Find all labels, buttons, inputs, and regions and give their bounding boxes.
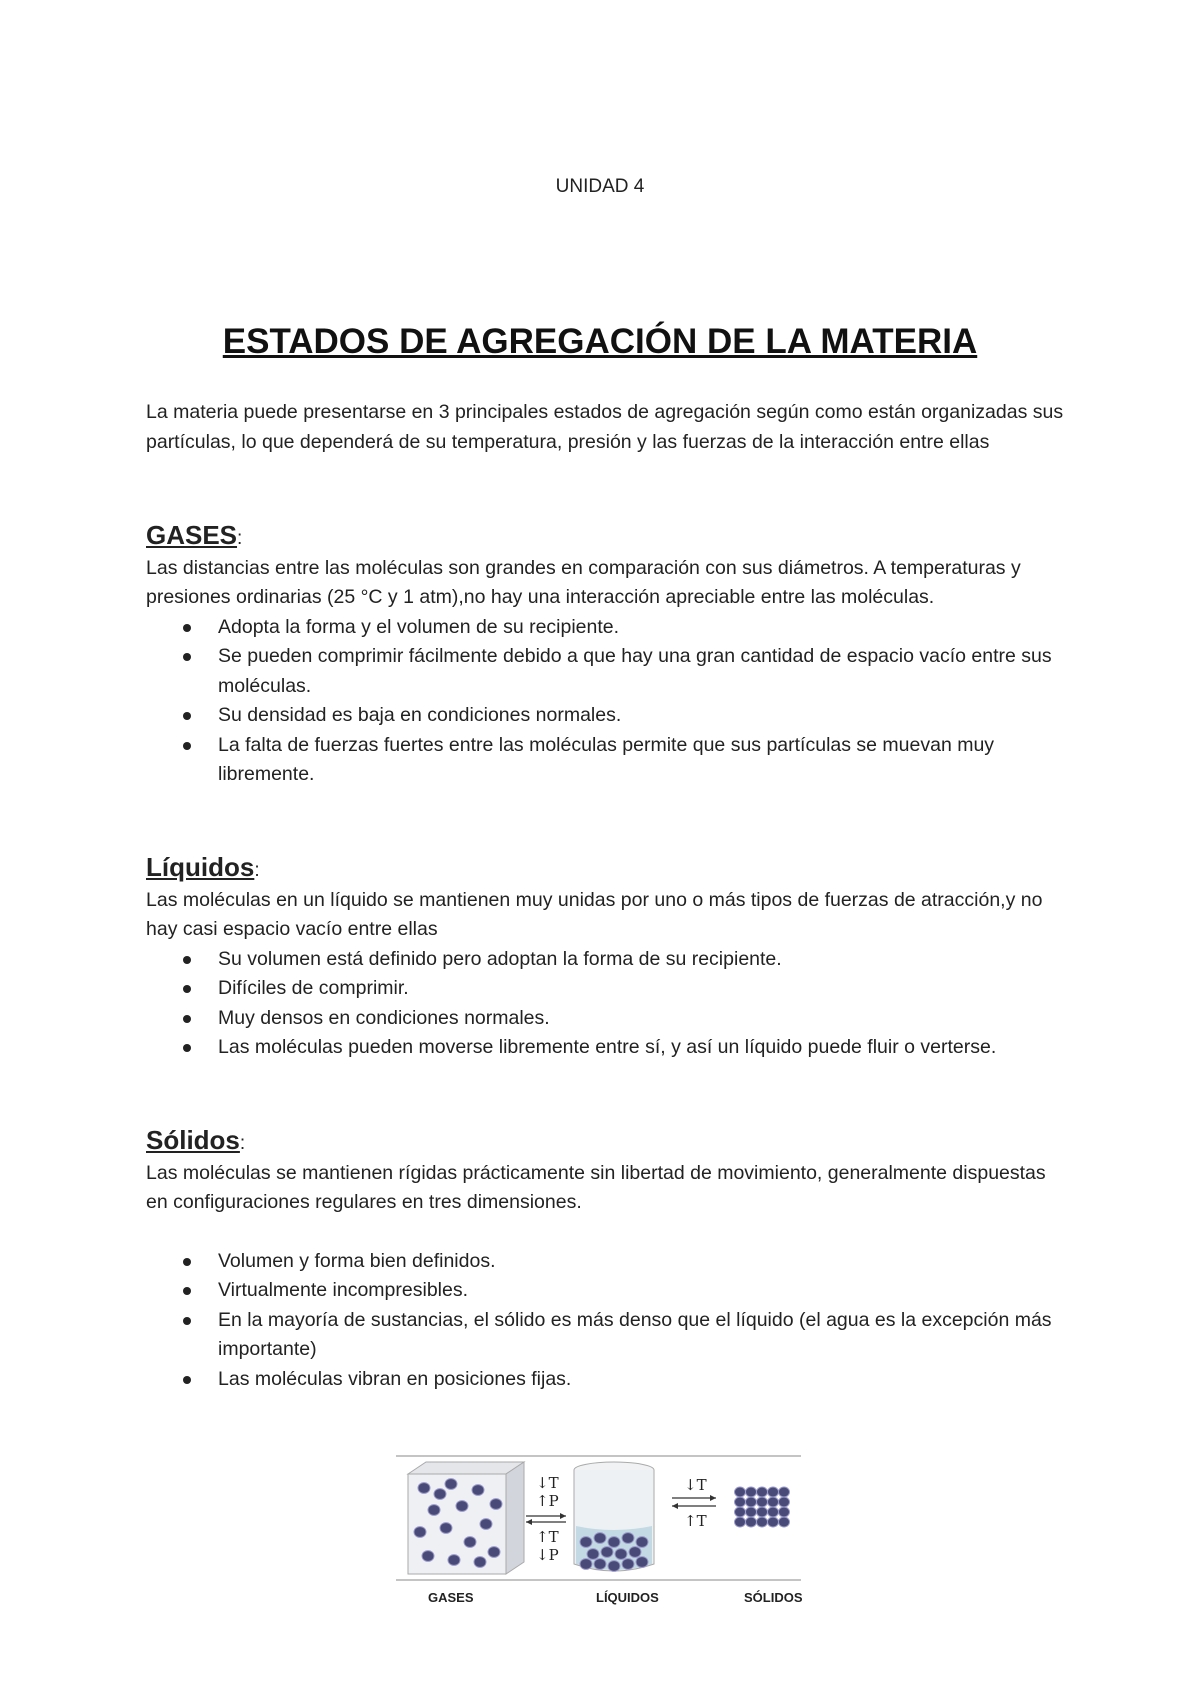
list-item — [146, 1276, 1066, 1306]
list-item-text: En la mayoría de sustancias, el sólido es más denso que el líquido (el agua es la excepción más importante) — [218, 1308, 1052, 1360]
section-heading-gases — [146, 518, 1066, 554]
section-liquidos — [146, 850, 1066, 1063]
list-item — [146, 1033, 1066, 1063]
liquid-particle — [615, 1549, 627, 1560]
solidos-text: Las moléculas se mantienen rígidas prácticamente sin libertad de movimiento, generalmente dispuestas en configuraciones regulares en tres dimensiones. — [146, 1161, 1046, 1213]
solid-particles — [735, 1487, 790, 1527]
section-heading-liquidos — [146, 850, 1066, 886]
liquid-solid-arrows-icon — [672, 1495, 716, 1509]
list-item-text: Adopta la forma y el volumen de su recipiente. — [218, 615, 620, 638]
list-item-text: Se pueden comprimir fácilmente debido a que hay una gran cantidad de espacio vacío entre sus moléculas. — [218, 645, 1052, 697]
liquidos-text: Las moléculas en un líquido se mantienen muy unidas por uno o más tipos de fuerzas de atracción,y no hay casi espacio vacío entre ellas — [146, 888, 1043, 940]
figure-label-liquidos: LÍQUIDOS — [596, 1590, 659, 1605]
list-item — [146, 642, 1066, 701]
gas-particle — [464, 1537, 476, 1548]
list-item-text: Las moléculas vibran en posiciones fijas. — [218, 1367, 572, 1390]
liquid-particle — [587, 1549, 599, 1560]
bullet-icon — [183, 1376, 191, 1384]
list-item-text: Difíciles de comprimir. — [218, 977, 409, 999]
list-item — [146, 613, 1066, 643]
bullet-icon — [183, 985, 191, 993]
arrow-label: ↓T — [536, 1474, 559, 1492]
liquid-particle — [636, 1537, 648, 1548]
list-item-text: Volumen y forma bien definidos. — [218, 1249, 496, 1272]
bullet-icon — [183, 956, 191, 964]
list-item — [146, 945, 1066, 975]
liquid-particle — [622, 1559, 634, 1570]
arrow-label: ↓T — [684, 1476, 707, 1494]
gases-colon: : — [237, 528, 243, 549]
bullet-icon — [183, 624, 191, 632]
gas-particle — [480, 1519, 492, 1530]
list-item-text: La falta de fuerzas fuertes entre las moléculas permite que sus partículas se muevan muy libremente. — [218, 733, 995, 785]
bullet-icon — [183, 742, 191, 750]
liquid-particle — [622, 1533, 634, 1544]
states-of-matter-figure — [396, 1452, 816, 1612]
solid-particle — [746, 1507, 757, 1517]
arrow-label: ↓P — [536, 1546, 559, 1564]
solid-particle — [757, 1497, 768, 1507]
list-item-text: Su volumen está definido pero adoptan la forma de su recipiente. — [218, 947, 782, 970]
section-gases — [146, 518, 1066, 790]
list-item — [146, 1004, 1066, 1034]
list-item — [146, 731, 1066, 790]
solid-particle — [746, 1487, 757, 1497]
intro-paragraph — [146, 398, 1066, 457]
list-item-text: Muy densos en condiciones normales. — [218, 1006, 550, 1029]
list-item — [146, 974, 1066, 1004]
figure-label-gases: GASES — [428, 1590, 474, 1605]
gas-particle — [445, 1479, 457, 1490]
solid-particle — [746, 1497, 757, 1507]
spacer — [146, 1218, 1066, 1247]
arrow-label: ↑P — [536, 1492, 559, 1510]
list-item — [146, 1247, 1066, 1277]
solid-particle — [768, 1487, 779, 1497]
gas-particle — [418, 1483, 430, 1494]
solid-particle — [735, 1517, 746, 1527]
arrow-label: ↑T — [684, 1512, 707, 1530]
gas-particle — [456, 1501, 468, 1512]
gas-particle — [428, 1505, 440, 1516]
liquid-beaker-icon — [574, 1462, 654, 1571]
unit-label: UNIDAD 4 — [555, 176, 645, 197]
gases-text: Las distancias entre las moléculas son grandes en comparación con sus diámetros. A temperaturas y presiones ordinarias (25 °C y 1 atm),no hay una interacción apreciable entre las moléculas. — [146, 556, 1021, 608]
liquid-particle — [594, 1533, 606, 1544]
list-item — [146, 701, 1066, 731]
solidos-heading: Sólidos — [146, 1125, 240, 1155]
bullet-icon — [183, 1044, 191, 1052]
page-title: ESTADOS DE AGREGACIÓN DE LA MATERIA — [222, 322, 978, 361]
liquid-particle — [601, 1547, 613, 1558]
section-heading-solidos — [146, 1123, 1066, 1159]
solid-particle — [779, 1507, 790, 1517]
liquid-particle — [580, 1559, 592, 1570]
solid-particle — [746, 1517, 757, 1527]
gases-heading: GASES — [146, 520, 238, 550]
figure-label-solidos: SÓLIDOS — [744, 1590, 803, 1605]
solidos-bullet-list — [146, 1247, 1066, 1395]
solid-particle — [735, 1487, 746, 1497]
liquid-particle — [608, 1561, 620, 1572]
liquid-particle — [636, 1557, 648, 1568]
solid-particle — [768, 1517, 779, 1527]
liquid-particle — [594, 1559, 606, 1570]
section-solidos — [146, 1123, 1066, 1394]
gas-particle — [434, 1489, 446, 1500]
arrow-label: ↑T — [536, 1528, 559, 1546]
solid-particle — [757, 1487, 768, 1497]
bullet-icon — [183, 1015, 191, 1023]
gas-liquid-arrows-icon — [526, 1513, 566, 1525]
bullet-icon — [183, 1258, 191, 1266]
list-item-text: Su densidad es baja en condiciones normales. — [218, 704, 622, 726]
solid-particle — [779, 1517, 790, 1527]
solid-particle — [757, 1507, 768, 1517]
solid-particle — [779, 1487, 790, 1497]
liquid-particle — [580, 1537, 592, 1548]
intro-text: La materia puede presentarse en 3 principales estados de agregación según como están organizadas sus partículas, lo que dependerá de su temperatura, presión y las fuerzas de la interacción entre ellas — [146, 401, 1064, 453]
gas-particle — [422, 1551, 434, 1562]
solidos-colon: : — [239, 1133, 246, 1154]
bullet-icon — [183, 1287, 191, 1295]
solid-particle — [757, 1517, 768, 1527]
bullet-icon — [183, 653, 191, 661]
list-item — [146, 1365, 1066, 1395]
gas-particle — [474, 1557, 486, 1568]
gas-particle — [490, 1499, 502, 1510]
solid-particle — [735, 1507, 746, 1517]
gas-particle — [414, 1527, 426, 1538]
liquid-particle — [608, 1537, 620, 1548]
solid-particle — [735, 1497, 746, 1507]
gas-particle — [488, 1547, 500, 1558]
bullet-icon — [183, 712, 191, 720]
liquidos-bullet-list — [146, 945, 1066, 1063]
liquidos-colon: : — [254, 860, 260, 881]
solid-particle — [779, 1497, 790, 1507]
gas-particle — [472, 1485, 484, 1496]
gases-bullet-list — [146, 613, 1066, 790]
list-item — [146, 1306, 1066, 1365]
states-diagram — [396, 1452, 816, 1612]
liquid-particle — [629, 1547, 641, 1558]
gas-particle — [440, 1523, 452, 1534]
liquidos-heading: Líquidos — [146, 852, 255, 882]
solid-particle — [768, 1497, 779, 1507]
gas-particle — [448, 1555, 460, 1566]
list-item-text: Las moléculas pueden moverse libremente entre sí, y así un líquido puede fluir o verterse. — [218, 1036, 997, 1058]
list-item-text: Virtualmente incompresibles. — [218, 1279, 469, 1301]
bullet-icon — [183, 1317, 191, 1325]
solid-particle — [768, 1507, 779, 1517]
